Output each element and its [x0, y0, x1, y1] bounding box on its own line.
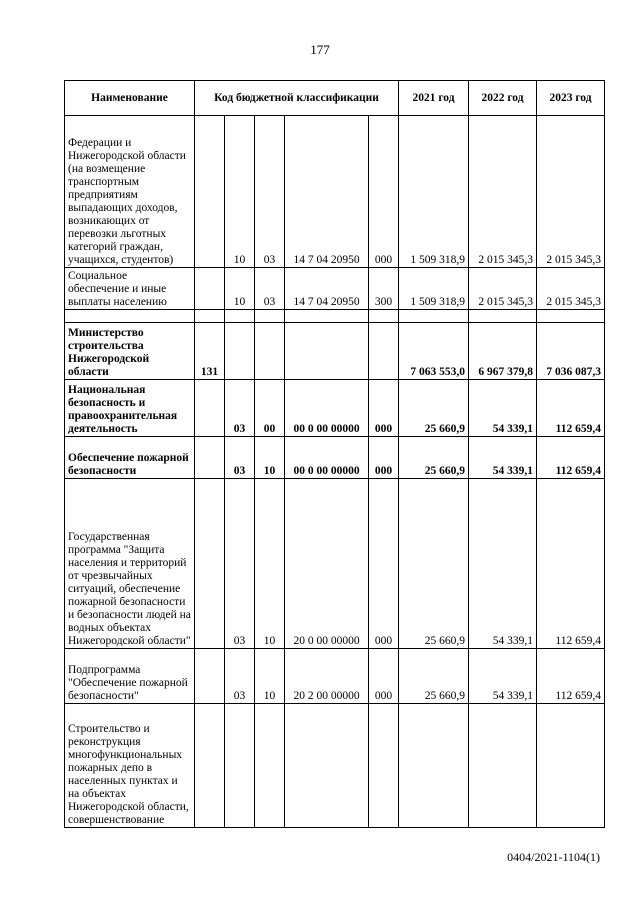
row-ved — [195, 268, 225, 310]
row-2022 — [469, 310, 537, 323]
row-2023 — [537, 310, 605, 323]
table-row — [65, 380, 605, 437]
row-2022: 2 015 345,3 — [469, 268, 537, 310]
row-name: Федерации и Нижегородской области (на возмещение транспортным предприятиям выпадающих доходов, возникающих от перевозки льготных категорий граждан, учащихся, студентов) — [65, 116, 195, 268]
row-pr: 03 — [255, 116, 285, 268]
row-ved — [195, 380, 225, 437]
row-name: Социальное обеспечение и иные выплаты населению — [65, 268, 195, 310]
row-pr: 10 — [255, 437, 285, 479]
table-row — [65, 649, 605, 704]
row-name: Министерство строительства Нижегородской области — [65, 323, 195, 380]
table-row — [65, 437, 605, 479]
header-code: Код бюджетной классификации — [195, 81, 399, 116]
table-row — [65, 116, 605, 268]
row-pr: 10 — [255, 649, 285, 704]
row-vr: 000 — [369, 116, 399, 268]
row-name: Подпрограмма "Обеспечение пожарной безопасности" — [65, 649, 195, 704]
header-2022: 2022 год — [469, 81, 537, 116]
row-rz: 03 — [225, 437, 255, 479]
row-rz — [225, 704, 255, 828]
row-2022: 54 339,1 — [469, 437, 537, 479]
row-pr: 00 — [255, 380, 285, 437]
row-2022 — [469, 704, 537, 828]
row-csr — [285, 310, 369, 323]
row-2022: 54 339,1 — [469, 380, 537, 437]
row-vr: 300 — [369, 268, 399, 310]
row-2022: 54 339,1 — [469, 649, 537, 704]
row-2023 — [537, 704, 605, 828]
row-csr: 14 7 04 20950 — [285, 268, 369, 310]
row-ved — [195, 649, 225, 704]
row-ved: 131 — [195, 323, 225, 380]
row-vr — [369, 323, 399, 380]
row-2021 — [399, 704, 469, 828]
header-name: Наименование — [65, 81, 195, 116]
row-csr: 00 0 00 00000 — [285, 380, 369, 437]
row-2021: 25 660,9 — [399, 649, 469, 704]
table-row — [65, 479, 605, 649]
row-vr — [369, 310, 399, 323]
page-number: 177 — [310, 42, 330, 57]
row-ved — [195, 310, 225, 323]
row-2021: 25 660,9 — [399, 479, 469, 649]
budget-table — [64, 80, 605, 828]
row-ved — [195, 437, 225, 479]
row-vr: 000 — [369, 479, 399, 649]
row-rz — [225, 323, 255, 380]
row-2021: 1 509 318,9 — [399, 116, 469, 268]
row-csr — [285, 704, 369, 828]
row-csr: 00 0 00 00000 — [285, 437, 369, 479]
row-pr — [255, 323, 285, 380]
row-pr: 10 — [255, 479, 285, 649]
row-rz — [225, 310, 255, 323]
row-vr — [369, 704, 399, 828]
row-rz: 10 — [225, 116, 255, 268]
row-2021: 25 660,9 — [399, 437, 469, 479]
row-csr: 20 0 00 00000 — [285, 479, 369, 649]
row-2023: 112 659,4 — [537, 437, 605, 479]
row-rz: 10 — [225, 268, 255, 310]
row-2021: 7 063 553,0 — [399, 323, 469, 380]
row-name: Строительство и реконструкция многофункциональных пожарных депо в населенных пунктах и на объектах Нижегородской области, совершенствование — [65, 704, 195, 828]
row-ved — [195, 116, 225, 268]
row-rz: 03 — [225, 649, 255, 704]
row-vr: 000 — [369, 649, 399, 704]
row-2022: 2 015 345,3 — [469, 116, 537, 268]
table-row — [65, 323, 605, 380]
row-name — [65, 310, 195, 323]
row-pr — [255, 310, 285, 323]
row-ved — [195, 479, 225, 649]
row-csr: 14 7 04 20950 — [285, 116, 369, 268]
row-2021 — [399, 310, 469, 323]
row-pr — [255, 704, 285, 828]
row-name: Государственная программа "Защита населения и территорий от чрезвычайных ситуаций, обеспечение пожарной безопасности и безопасности людей на водных объектах Нижегородской области" — [65, 479, 195, 649]
row-ved — [195, 704, 225, 828]
header-row — [65, 81, 605, 116]
row-name: Обеспечение пожарной безопасности — [65, 437, 195, 479]
row-2023: 7 036 087,3 — [537, 323, 605, 380]
row-2023: 112 659,4 — [537, 380, 605, 437]
header-2021: 2021 год — [399, 81, 469, 116]
row-2021: 1 509 318,9 — [399, 268, 469, 310]
row-vr: 000 — [369, 437, 399, 479]
table-row — [65, 310, 605, 323]
table-row — [65, 704, 605, 828]
row-2021: 25 660,9 — [399, 380, 469, 437]
document-code: 0404/2021-1104(1) — [507, 850, 600, 864]
row-csr — [285, 323, 369, 380]
row-pr: 03 — [255, 268, 285, 310]
row-2022: 54 339,1 — [469, 479, 537, 649]
row-2022: 6 967 379,8 — [469, 323, 537, 380]
row-2023: 2 015 345,3 — [537, 268, 605, 310]
row-rz: 03 — [225, 479, 255, 649]
table-row — [65, 268, 605, 310]
row-2023: 2 015 345,3 — [537, 116, 605, 268]
row-2023: 112 659,4 — [537, 649, 605, 704]
row-vr: 000 — [369, 380, 399, 437]
row-2023: 112 659,4 — [537, 479, 605, 649]
row-csr: 20 2 00 00000 — [285, 649, 369, 704]
header-2023: 2023 год — [537, 81, 605, 116]
row-name: Национальная безопасность и правоохранительная деятельность — [65, 380, 195, 437]
row-rz: 03 — [225, 380, 255, 437]
